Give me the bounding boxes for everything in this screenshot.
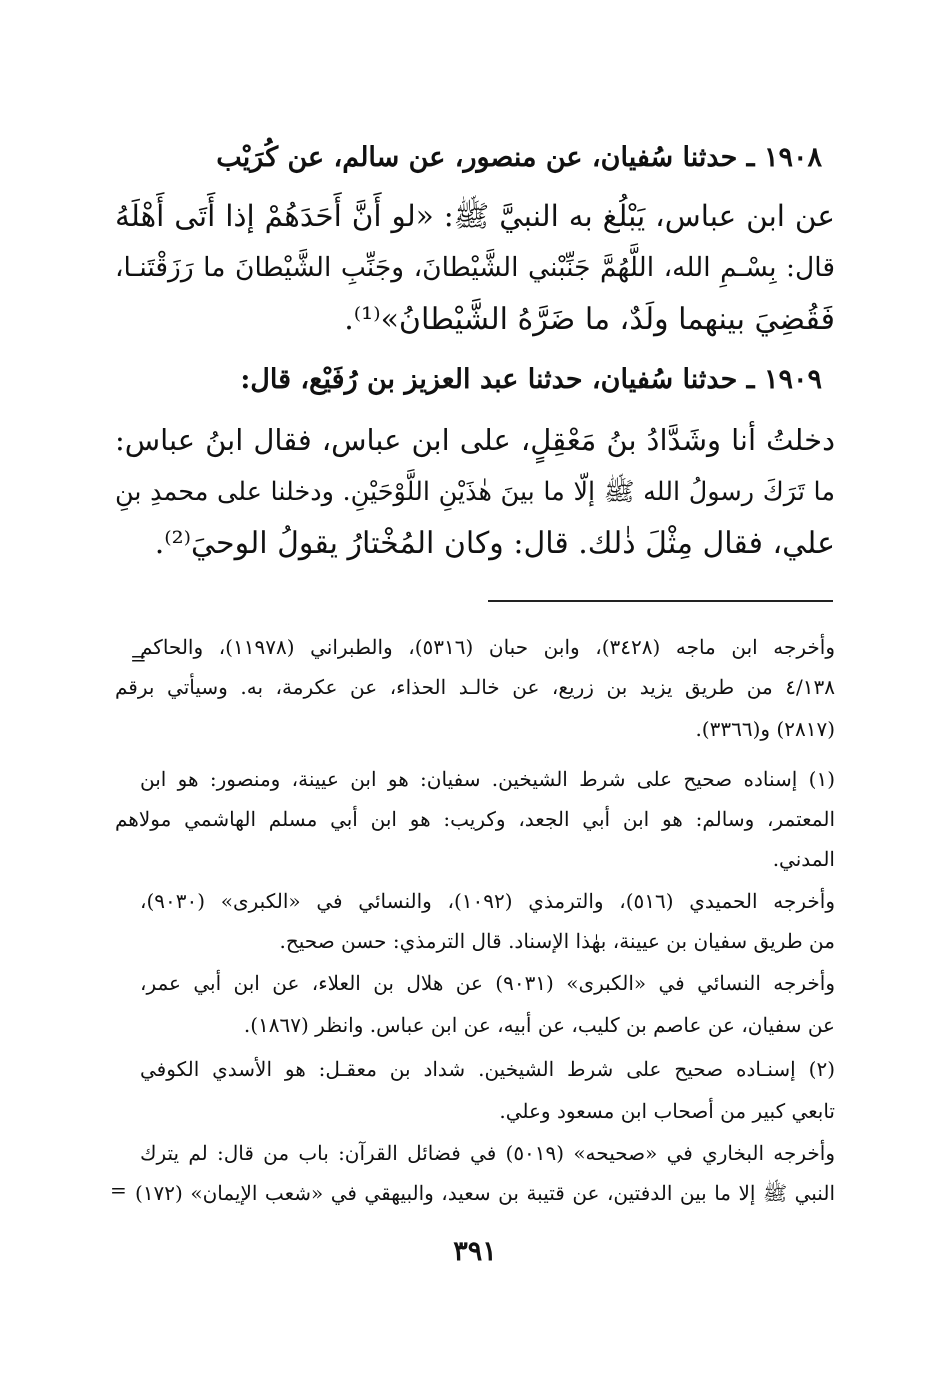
footnote-continuation-mark: = [130, 646, 147, 670]
hadith-1909-line-1: دخلتُ أنا وشَدَّادُ بنُ مَعْقِلٍ، على ابن عباس، فقال ابنُ عباس: [115, 423, 835, 457]
footnote-1-line: المدني. [772, 847, 835, 871]
footnote-1-line: عن سفيان، عن عاصم بن كليب، عن أبيه، عن ابن عباس. وانظر (١٨٦٧). [243, 1013, 835, 1037]
footnote-1-line: المعتمر، وسالم: هو ابن أبي الجعد، وكريب: هو ابن أبي مسلم الهاشمي مولاهم [115, 807, 835, 831]
footnote-1-line: وأخرجه الحميدي (٥١٦)، والترمذي (١٠٩٢)، والنسائي في «الكبرى» (٩٠٣٠)، [140, 889, 835, 913]
footnote-1-line: من طريق سفيان بن عيينة، بهٰذا الإسناد. قال الترمذي: حسن صحيح. [279, 929, 835, 953]
footnote-separator [488, 600, 833, 602]
footnote-2-line: وأخرجه البخاري في «صحيحه» (٥٠١٩) في فضائل القرآن: باب من قال: لم يترك [140, 1141, 835, 1165]
footnote-line: ٤/١٣٨ من طريق يزيد بن زريع، عن خالـد الحذاء، عن عكرمة، به. وسيأتي برقم [115, 675, 835, 699]
footnote-line: (٢٨١٧) و(٣٣٦٦). [695, 717, 835, 741]
hadith-1909-line-3: علي، فقال مِثْلَ ذٰلك. قال: وكان المُخْتارُ يقولُ الوحيَ⁽²⁾. [154, 526, 835, 561]
footnote-end-continuation-mark: = [110, 1178, 127, 1202]
hadith-1908-heading: ١٩٠٨ ـ حدثنا سُفيان، عن منصور، عن سالم، عن كُرَيْب [216, 142, 822, 173]
page-number: ٣٩١ [453, 1236, 497, 1267]
hadith-1909-heading: ١٩٠٩ ـ حدثنا سُفيان، حدثنا عبد العزيز بن رُفَيْع، قال: [240, 364, 822, 395]
hadith-1908-line-1: عن ابن عباس، يَبْلُغ به النبيَّ ﷺ: «لو أَنَّ أَحَدَهُمْ إذا أَتَى أَهْلَهُ [115, 199, 835, 233]
footnote-1-line: وأخرجه النسائي في «الكبرى» (٩٠٣١) عن هلال بن العلاء، عن ابن أبي عمر، [140, 971, 835, 995]
footnote-2-line: تابعي كبير من أصحاب ابن مسعود وعلي. [499, 1099, 835, 1123]
footnote-2-line: النبي ﷺ إلا ما بين الدفتين، عن قتيبة بن سعيد، والبيهقي في «شعب الإيمان» (١٧٢) [135, 1181, 835, 1205]
footnote-1-line: (١) إسناده صحيح على شرط الشيخين. سفيان: هو ابن عيينة، ومنصور: هو ابن [140, 767, 835, 791]
hadith-1908-line-3: فَقُضِيَ بينهما ولَدٌ، ما ضَرَّهُ الشَّيْطانُ»⁽¹⁾. [344, 302, 835, 337]
hadith-1909-line-2: ما تَرَكَ رسولُ الله ﷺ إلّا ما بينَ هٰذَيْنِ اللَّوْحَيْنِ. ودخلنا على محمدِ بنِ [115, 477, 835, 507]
hadith-1908-line-2: قال: بِسْـمِ الله، اللَّهُمَّ جَنِّبْني الشَّيْطانَ، وجَنِّبِ الشَّيْطانَ ما رَزَقْتَنـا، [115, 252, 835, 283]
footnote-2-line: (٢) إسنـاده صحيح على شرط الشيخين. شداد بن معقـل: هو الأسدي الكوفي [140, 1057, 835, 1081]
footnote-line: وأخرجه ابن ماجه (٣٤٢٨)، وابن حبان (٥٣١٦)، والطبراني (١١٩٧٨)، والحاكم [140, 635, 835, 659]
